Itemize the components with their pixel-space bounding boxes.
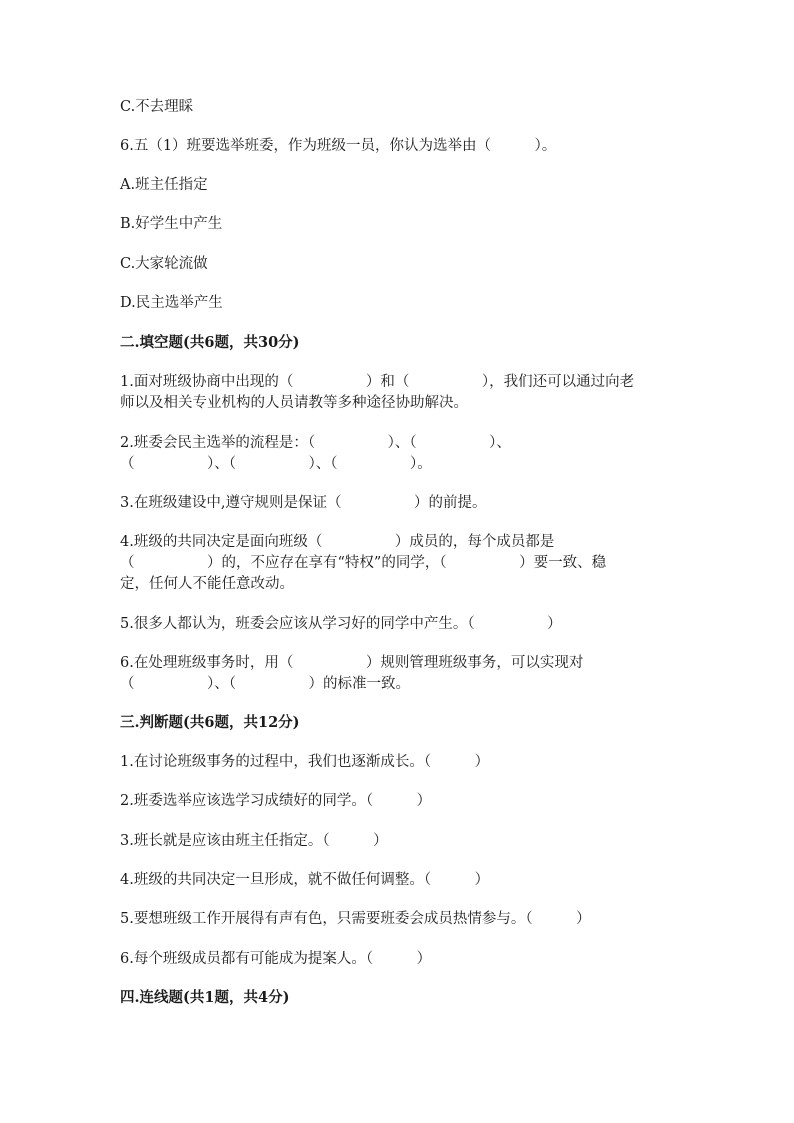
q6-option-b: B.好学生中产生 — [120, 216, 223, 232]
judge-q1: 1.在讨论班级事务的过程中，我们也逐渐成长。（ ） — [120, 754, 490, 770]
fill-q4-line1: 4.班级的共同决定是面向班级（ ）成员的，每个成员都是 — [120, 534, 555, 550]
section2-heading: 二.填空题(共6题，共30分) — [120, 334, 300, 351]
q6-stem: 6.五（1）班要选举班委，作为班级一员，你认为选举由（ ）。 — [120, 138, 557, 154]
fill-q6-line1: 6.在处理班级事务时，用（ ）规则管理班级事务，可以实现对 — [120, 655, 584, 671]
judge-q4: 4.班级的共同决定一旦形成，就不做任何调整。（ ） — [120, 872, 490, 888]
fill-q4-line2: （ ）的，不应存在享有“特权”的同学，（ ）要一致、稳 — [120, 555, 607, 571]
fill-q2-line2: （ ）、（ ）、（ ）。 — [120, 456, 432, 472]
q6-option-c: C.大家轮流做 — [120, 256, 208, 272]
fill-q4-line3: 定，任何人不能任意改动。 — [120, 576, 294, 592]
fill-q1-line2: 师以及相关专业机构的人员请教等多种途径协助解决。 — [120, 395, 468, 411]
judge-q3: 3.班长就是应该由班主任指定。（ ） — [120, 833, 388, 849]
section3-heading: 三.判断题(共6题，共12分) — [120, 714, 300, 731]
q5-option-c: C.不去理睬 — [120, 99, 194, 115]
q6-option-d: D.民主选举产生 — [120, 295, 223, 311]
judge-q6: 6.每个班级成员都有可能成为提案人。（ ） — [120, 951, 432, 967]
fill-q3-line1: 3.在班级建设中,遵守规则是保证（ ）的前提。 — [120, 495, 487, 511]
judge-q5: 5.要想班级工作开展得有声有色，只需要班委会成员热情参与。（ ） — [120, 911, 591, 927]
section4-heading: 四.连线题(共1题，共4分) — [120, 989, 290, 1006]
fill-q2-line1: 2.班委会民主选举的流程是：（ ）、（ ）、 — [120, 435, 511, 451]
fill-q6-line2: （ ）、（ ）的标准一致。 — [120, 676, 410, 692]
q6-option-a: A.班主任指定 — [120, 177, 208, 193]
fill-q1-line1: 1.面对班级协商中出现的（ ）和（ ），我们还可以通过向老 — [120, 374, 635, 390]
fill-q5-line1: 5.很多人都认为，班委会应该从学习好的同学中产生。（ ） — [120, 616, 562, 632]
judge-q2: 2.班委选举应该选学习成绩好的同学。（ ） — [120, 793, 432, 809]
